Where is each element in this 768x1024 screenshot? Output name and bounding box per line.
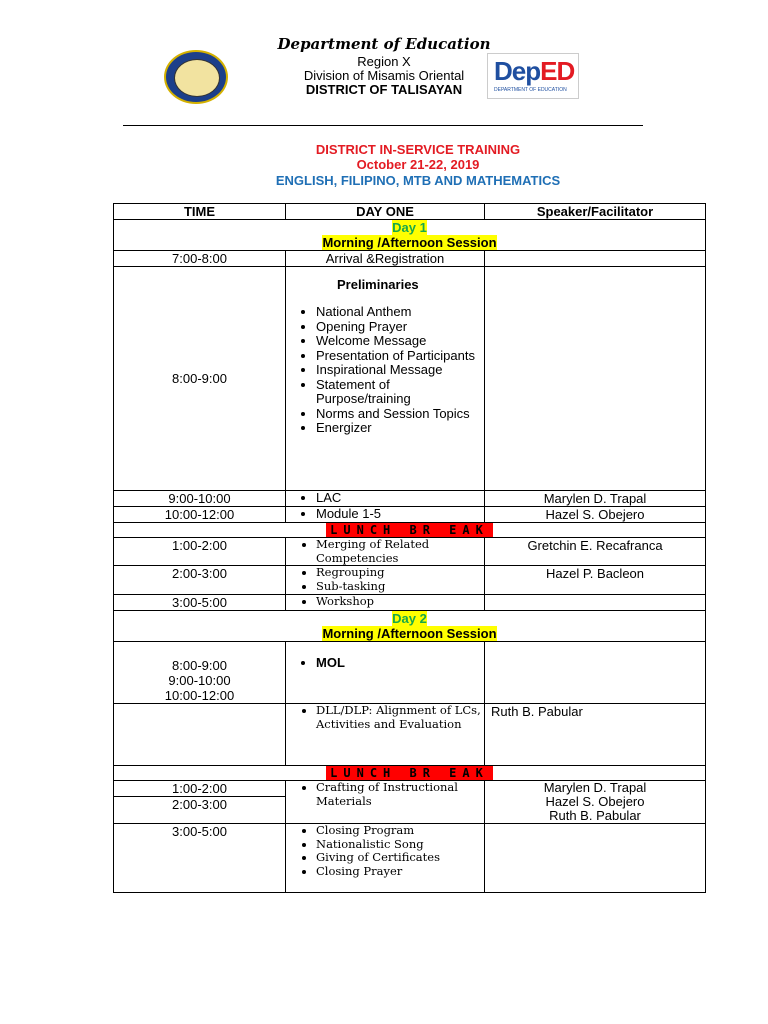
header-time: TIME bbox=[114, 204, 286, 220]
list-item: • Statement of Purpose/training bbox=[316, 378, 484, 407]
activity-cell bbox=[286, 704, 485, 766]
speaker-name: Marylen D. Trapal bbox=[543, 780, 647, 795]
speaker-cell bbox=[485, 251, 706, 267]
list-item: • Crafting of Instructional Materials bbox=[316, 781, 484, 808]
list-item: • National Anthem bbox=[316, 305, 484, 320]
time-cell bbox=[114, 704, 286, 766]
speaker-cell: Hazel P. Bacleon bbox=[485, 566, 706, 595]
table-row bbox=[114, 642, 706, 704]
table-row bbox=[114, 538, 706, 566]
deped-logo-sub: DEPARTMENT OF EDUCATION bbox=[494, 87, 567, 93]
speaker-cell: Ruth B. Pabular bbox=[485, 704, 706, 766]
list-item: • Sub-tasking bbox=[316, 580, 484, 594]
activity-cell bbox=[286, 566, 485, 595]
list-item: • Opening Prayer bbox=[316, 320, 484, 335]
activity-cell: Arrival &Registration bbox=[286, 251, 485, 267]
list-item: • Presentation of Participants bbox=[316, 349, 484, 364]
preliminaries-title: Preliminaries bbox=[337, 277, 419, 292]
preliminaries-list bbox=[286, 305, 484, 436]
list-item: • Nationalistic Song bbox=[316, 838, 484, 852]
table-row bbox=[114, 704, 706, 766]
lunch-break-label: LUNCH BR EAK bbox=[326, 766, 493, 780]
table-row bbox=[114, 251, 706, 267]
list-item: • Energizer bbox=[316, 421, 484, 436]
schedule-table bbox=[113, 203, 706, 893]
list-item: • Welcome Message bbox=[316, 334, 484, 349]
lunch-break-row bbox=[114, 523, 706, 538]
dll-time-1: 9:00-10:00 bbox=[168, 673, 231, 688]
speaker-cell bbox=[485, 642, 706, 704]
speaker-cell bbox=[485, 267, 706, 491]
day1-label: Day 1 bbox=[392, 220, 427, 235]
speaker-cell bbox=[485, 824, 706, 893]
craft-time-2: 2:00-3:00 bbox=[114, 796, 285, 812]
table-row bbox=[114, 491, 706, 507]
list-item: • LAC bbox=[316, 491, 484, 506]
lunch-break-label: LUNCH BR EAK bbox=[326, 523, 493, 537]
activity-cell bbox=[286, 642, 485, 704]
list-item: • Inspirational Message bbox=[316, 363, 484, 378]
day1-session-label: Morning /Afternoon Session bbox=[322, 235, 497, 250]
time-cell: 3:00-5:00 bbox=[114, 595, 286, 611]
dll-time-2: 10:00-12:00 bbox=[164, 688, 235, 703]
craft-time-1: 1:00-2:00 bbox=[172, 781, 227, 796]
activity-cell bbox=[286, 267, 485, 491]
time-cell bbox=[114, 642, 286, 704]
list-item: • DLL/DLP: Alignment of LCs, Activities and Evaluation bbox=[316, 704, 484, 731]
table-row bbox=[114, 507, 706, 523]
lunch-break-row bbox=[114, 766, 706, 781]
list-item: • Closing Prayer bbox=[316, 865, 484, 879]
list-item: • MOL bbox=[316, 656, 484, 671]
speaker-name: Hazel S. Obejero bbox=[545, 794, 645, 809]
activity-cell bbox=[286, 507, 485, 523]
speaker-name: Ruth B. Pabular bbox=[549, 808, 641, 823]
activity-cell bbox=[286, 824, 485, 893]
time-cell: 10:00-12:00 bbox=[114, 507, 286, 523]
division: Division of Misamis Oriental bbox=[303, 68, 465, 83]
header-speaker: Speaker/Facilitator bbox=[485, 204, 706, 220]
table-header-row bbox=[114, 204, 706, 220]
activity-cell bbox=[286, 781, 485, 824]
list-item: • Module 1-5 bbox=[316, 507, 484, 522]
header-day-one: DAY ONE bbox=[286, 204, 485, 220]
list-item: • Merging of Related Competencies bbox=[316, 538, 484, 565]
region: Region X bbox=[357, 54, 411, 69]
title-date: October 21-22, 2019 bbox=[356, 157, 480, 172]
speaker-cell: Marylen D. Trapal bbox=[485, 491, 706, 507]
speaker-cell bbox=[485, 781, 706, 824]
title-subjects: ENGLISH, FILIPINO, MTB AND MATHEMATICS bbox=[275, 173, 561, 188]
district: DISTRICT OF TALISAYAN bbox=[305, 82, 463, 97]
time-cell: 1:00-2:00 bbox=[114, 538, 286, 566]
list-item: • Giving of Certificates bbox=[316, 851, 484, 865]
time-cell: 3:00-5:00 bbox=[114, 824, 286, 893]
table-row bbox=[114, 781, 706, 824]
day1-session-row bbox=[114, 220, 706, 251]
table-row bbox=[114, 267, 706, 491]
activity-cell bbox=[286, 595, 485, 611]
list-item: • Closing Program bbox=[316, 824, 484, 838]
time-cell: 9:00-10:00 bbox=[114, 491, 286, 507]
header-divider bbox=[123, 125, 643, 126]
mol-time: 8:00-9:00 bbox=[172, 658, 227, 673]
table-row bbox=[114, 566, 706, 595]
title-training: DISTRICT IN-SERVICE TRAINING bbox=[315, 142, 521, 157]
time-cell bbox=[114, 781, 286, 824]
list-item: • Norms and Session Topics bbox=[316, 407, 484, 422]
speaker-cell: Hazel S. Obejero bbox=[485, 507, 706, 523]
speaker-cell: Gretchin E. Recafranca bbox=[485, 538, 706, 566]
day2-label: Day 2 bbox=[392, 611, 427, 626]
table-row bbox=[114, 824, 706, 893]
deped-logo: DepED DEPARTMENT OF EDUCATION bbox=[487, 53, 579, 99]
time-cell: 7:00-8:00 bbox=[114, 251, 286, 267]
department-name: Department of Education bbox=[277, 35, 491, 53]
list-item: • Regrouping bbox=[316, 566, 484, 580]
list-item: • Workshop bbox=[316, 595, 484, 609]
time-cell: 2:00-3:00 bbox=[114, 566, 286, 595]
day2-session-row bbox=[114, 611, 706, 642]
table-row bbox=[114, 595, 706, 611]
activity-cell bbox=[286, 491, 485, 507]
day2-session-label: Morning /Afternoon Session bbox=[322, 626, 497, 641]
time-cell: 8:00-9:00 bbox=[114, 267, 286, 491]
activity-cell bbox=[286, 538, 485, 566]
speaker-cell bbox=[485, 595, 706, 611]
